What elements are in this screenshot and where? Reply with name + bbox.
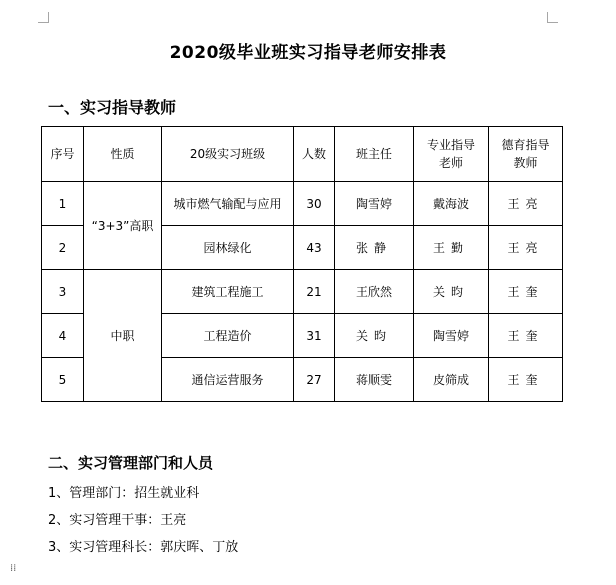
- list-item: 2、实习管理干事：王亮: [48, 513, 187, 528]
- cell-no: 4: [42, 314, 84, 358]
- table-header-row: [42, 127, 563, 182]
- header-no: 序号: [42, 127, 84, 182]
- cell-class: 建筑工程施工: [162, 270, 294, 314]
- page-corner-mark-right: [547, 12, 558, 23]
- cell-head-teacher: 张静: [335, 226, 414, 270]
- cell-count: 31: [294, 314, 335, 358]
- cell-head-teacher: 王欣然: [335, 270, 414, 314]
- cell-class: 城市燃气输配与应用: [162, 182, 294, 226]
- management-list: [48, 485, 238, 566]
- cell-class: 通信运营服务: [162, 358, 294, 402]
- section-heading-teachers: 一、实习指导教师: [48, 98, 177, 117]
- cell-prof-teacher: 皮筛成: [414, 358, 489, 402]
- cell-moral-teacher: 王亮: [489, 182, 563, 226]
- list-item: 1、管理部门：招生就业科: [48, 486, 200, 501]
- header-prof-line-2: 老师: [438, 156, 463, 170]
- cell-head-teacher: 关昀: [335, 314, 414, 358]
- cell-type-group: “3+3”高职: [84, 182, 162, 270]
- header-prof-teacher: [414, 127, 489, 182]
- cell-moral-teacher: 王奎: [489, 314, 563, 358]
- document-title: 2020级毕业班实习指导老师安排表: [169, 43, 447, 63]
- header-moral-line-2: 教师: [513, 156, 538, 170]
- page-corner-mark-left: [38, 12, 49, 23]
- cell-class: 园林绿化: [162, 226, 294, 270]
- cell-type-group: 中职: [84, 270, 162, 402]
- cell-head-teacher: 陶雪婷: [335, 182, 414, 226]
- cell-count: 27: [294, 358, 335, 402]
- cell-prof-teacher: 关昀: [414, 270, 489, 314]
- cell-class: 工程造价: [162, 314, 294, 358]
- header-prof-line-1: 专业指导: [426, 138, 475, 152]
- cell-count: 21: [294, 270, 335, 314]
- cell-moral-teacher: 王奎: [489, 358, 563, 402]
- section-heading-management: 二、实习管理部门和人员: [48, 454, 214, 472]
- table-row: [42, 182, 563, 226]
- header-class: 20级实习班级: [162, 127, 294, 182]
- cell-count: 30: [294, 182, 335, 226]
- cell-count: 43: [294, 226, 335, 270]
- list-item: 3、实习管理科长：郭庆晖、丁放: [48, 540, 239, 555]
- table-row: [42, 270, 563, 314]
- teacher-table: [41, 126, 563, 402]
- drag-handle-icon[interactable]: ⁞⁞: [10, 563, 17, 574]
- cell-no: 3: [42, 270, 84, 314]
- cell-no: 2: [42, 226, 84, 270]
- cell-moral-teacher: 王亮: [489, 226, 563, 270]
- cell-head-teacher: 蒋顺雯: [335, 358, 414, 402]
- header-head-teacher: 班主任: [335, 127, 414, 182]
- header-count: 人数: [294, 127, 335, 182]
- cell-no: 5: [42, 358, 84, 402]
- cell-prof-teacher: 王勤: [414, 226, 489, 270]
- header-moral-line-1: 德育指导: [501, 138, 550, 152]
- cell-no: 1: [42, 182, 84, 226]
- header-type: 性质: [84, 127, 162, 182]
- cell-prof-teacher: 陶雪婷: [414, 314, 489, 358]
- cell-moral-teacher: 王奎: [489, 270, 563, 314]
- header-moral-teacher: [489, 127, 563, 182]
- cell-prof-teacher: 戴海波: [414, 182, 489, 226]
